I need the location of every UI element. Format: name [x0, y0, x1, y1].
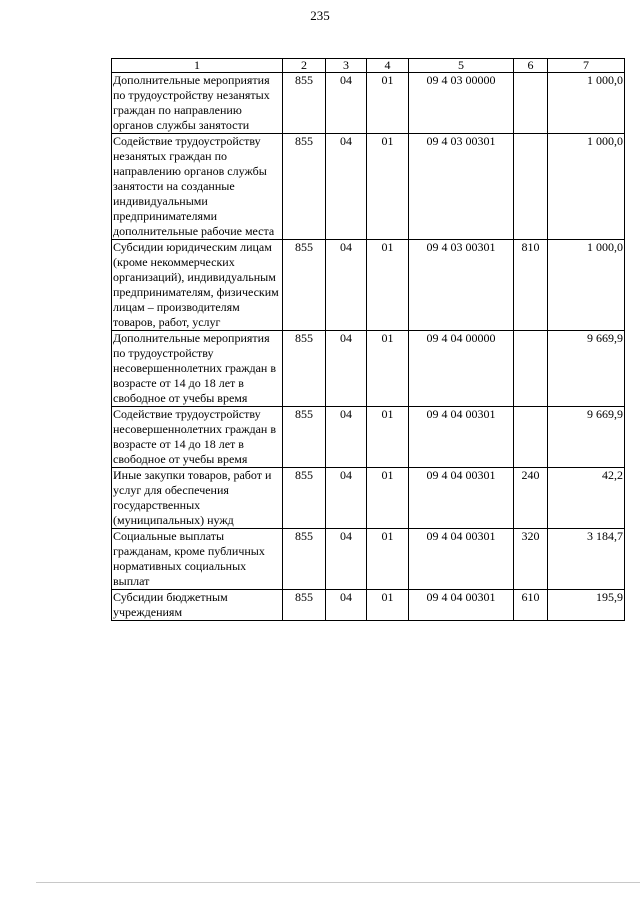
page-number: 235 [310, 8, 330, 23]
row-subsection: 01 [367, 529, 409, 590]
row-amount: 9 669,9 [548, 331, 625, 407]
row-subsection: 01 [367, 331, 409, 407]
row-amount: 1 000,0 [548, 240, 625, 331]
row-target-item: 09 4 04 00301 [409, 590, 514, 621]
row-section: 04 [326, 73, 367, 134]
row-name: Содействие трудоустройству несовершеннолетних граждан в возрасте от 14 до 18 лет в свободное от учебы время [112, 407, 283, 468]
row-target-item: 09 4 04 00301 [409, 529, 514, 590]
row-amount: 3 184,7 [548, 529, 625, 590]
row-subsection: 01 [367, 590, 409, 621]
row-code: 855 [283, 73, 326, 134]
row-amount: 195,9 [548, 590, 625, 621]
budget-table [111, 58, 625, 621]
column-header: 3 [326, 59, 367, 73]
row-section: 04 [326, 331, 367, 407]
row-subsection: 01 [367, 73, 409, 134]
row-target-item: 09 4 04 00301 [409, 407, 514, 468]
row-code: 855 [283, 468, 326, 529]
row-target-item: 09 4 03 00301 [409, 134, 514, 240]
scan-edge-divider [36, 882, 640, 883]
column-header: 7 [548, 59, 625, 73]
header-row [112, 59, 625, 73]
table-row [112, 407, 625, 468]
row-expense-type: 810 [514, 240, 548, 331]
row-amount: 1 000,0 [548, 73, 625, 134]
row-expense-type: 320 [514, 529, 548, 590]
table-row [112, 468, 625, 529]
row-name: Иные закупки товаров, работ и услуг для обеспечения государственных (муниципальных) нужд [112, 468, 283, 529]
column-header: 6 [514, 59, 548, 73]
row-subsection: 01 [367, 407, 409, 468]
row-section: 04 [326, 529, 367, 590]
row-target-item: 09 4 04 00000 [409, 331, 514, 407]
row-name: Субсидии бюджетным учреждениям [112, 590, 283, 621]
column-header: 5 [409, 59, 514, 73]
row-code: 855 [283, 590, 326, 621]
row-name: Субсидии юридическим лицам (кроме некоммерческих организаций), индивидуальным предпринимателям, физическим лицам – производителям товаров, работ, услуг [112, 240, 283, 331]
column-header: 1 [112, 59, 283, 73]
row-section: 04 [326, 407, 367, 468]
table-row [112, 529, 625, 590]
row-target-item: 09 4 04 00301 [409, 468, 514, 529]
row-code: 855 [283, 529, 326, 590]
row-code: 855 [283, 240, 326, 331]
row-code: 855 [283, 331, 326, 407]
row-name: Дополнительные мероприятия по трудоустройству несовершеннолетних граждан в возрасте от 14 до 18 лет в свободное от учебы время [112, 331, 283, 407]
row-expense-type [514, 73, 548, 134]
row-section: 04 [326, 134, 367, 240]
table-row [112, 73, 625, 134]
table-row [112, 134, 625, 240]
row-name: Социальные выплаты гражданам, кроме публичных нормативных социальных выплат [112, 529, 283, 590]
row-target-item: 09 4 03 00301 [409, 240, 514, 331]
row-subsection: 01 [367, 240, 409, 331]
row-amount: 9 669,9 [548, 407, 625, 468]
row-subsection: 01 [367, 134, 409, 240]
row-expense-type [514, 134, 548, 240]
row-expense-type: 610 [514, 590, 548, 621]
row-amount: 1 000,0 [548, 134, 625, 240]
table-row [112, 331, 625, 407]
row-subsection: 01 [367, 468, 409, 529]
row-name: Содействие трудоустройству незанятых граждан по направлению органов службы занятости на созданные индивидуальными предпринимателями дополнительные рабочие места [112, 134, 283, 240]
row-name: Дополнительные мероприятия по трудоустройству незанятых граждан по направлению органов службы занятости [112, 73, 283, 134]
row-section: 04 [326, 468, 367, 529]
row-code: 855 [283, 407, 326, 468]
row-section: 04 [326, 240, 367, 331]
column-header: 2 [283, 59, 326, 73]
row-amount: 42,2 [548, 468, 625, 529]
row-expense-type [514, 331, 548, 407]
row-expense-type: 240 [514, 468, 548, 529]
row-code: 855 [283, 134, 326, 240]
row-target-item: 09 4 03 00000 [409, 73, 514, 134]
row-section: 04 [326, 590, 367, 621]
row-expense-type [514, 407, 548, 468]
table-row [112, 590, 625, 621]
table-row [112, 240, 625, 331]
column-header: 4 [367, 59, 409, 73]
